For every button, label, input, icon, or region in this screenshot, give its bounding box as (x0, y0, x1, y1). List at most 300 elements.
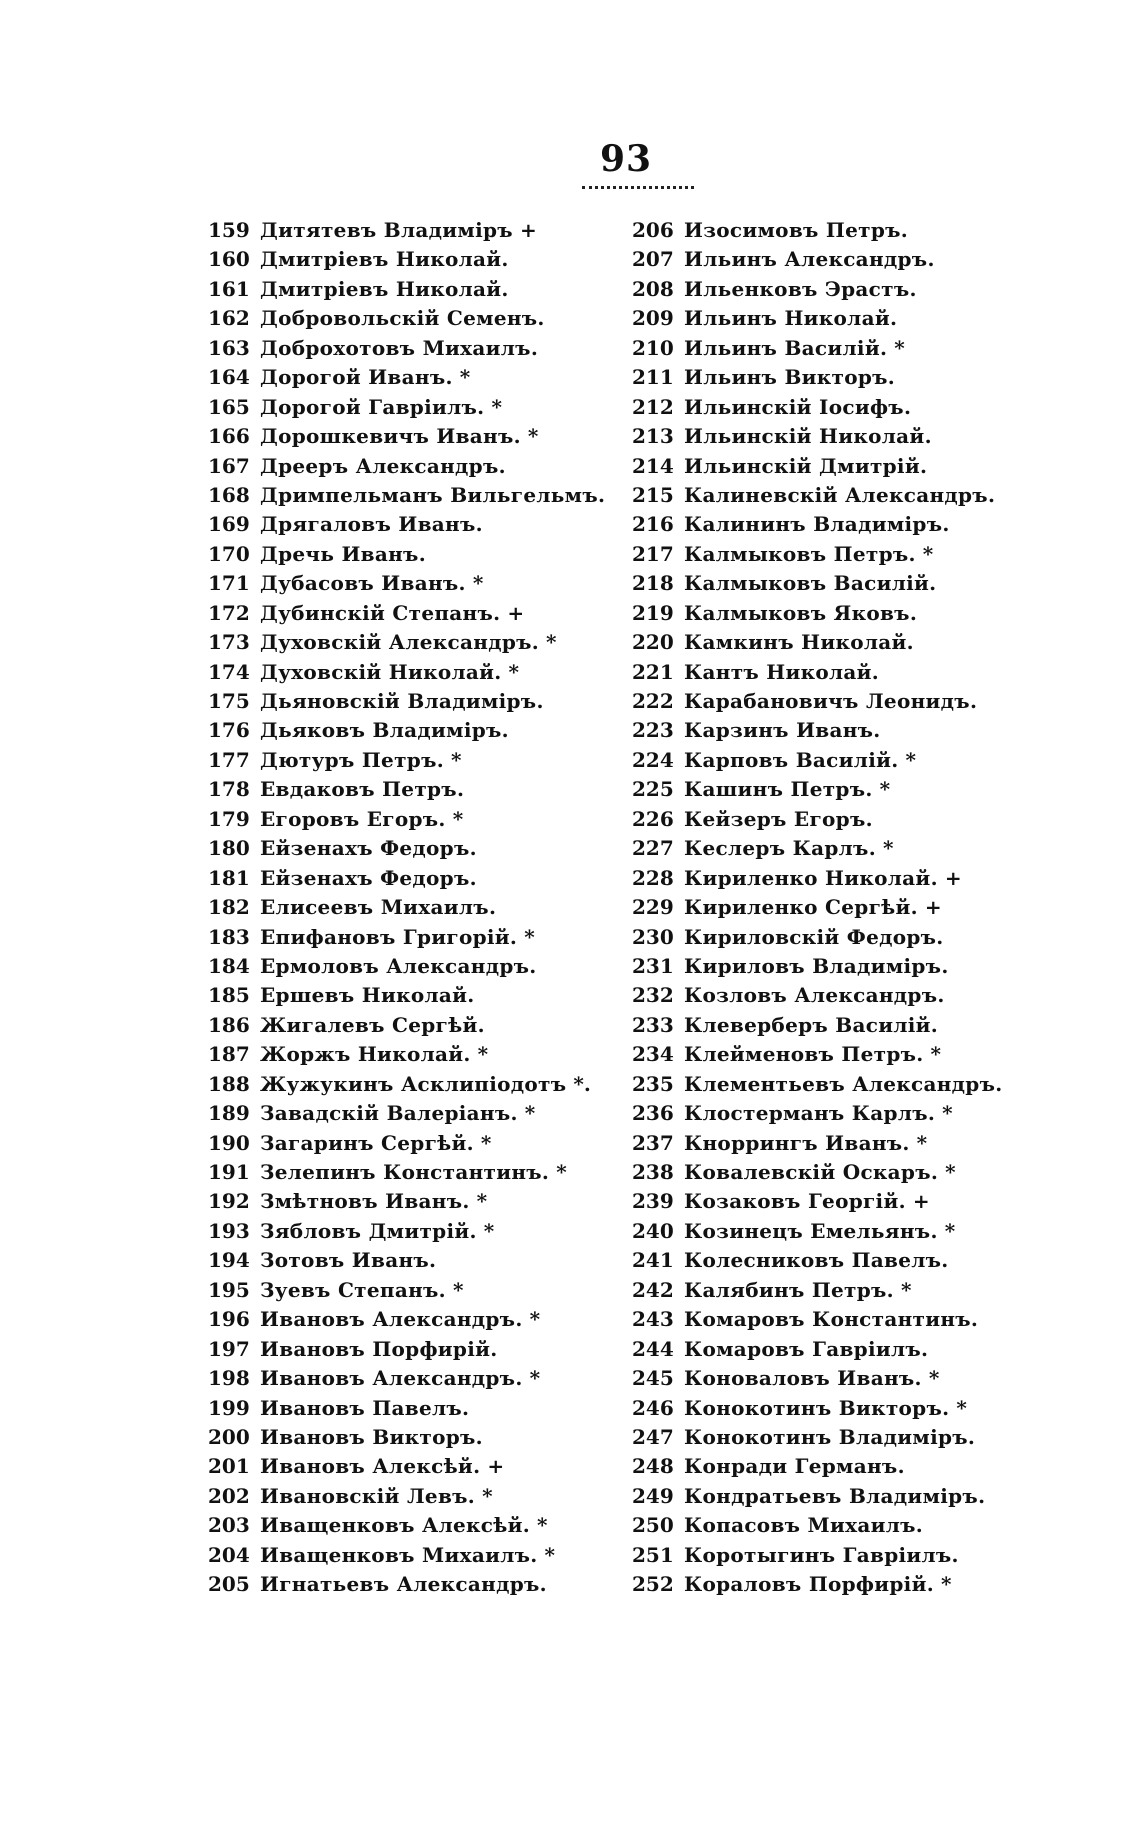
entry-number: 242 (632, 1277, 674, 1302)
entry-mark: * (459, 365, 471, 390)
entry-mark: * (922, 541, 934, 566)
entry-mark: * (882, 836, 894, 861)
list-item (208, 1570, 612, 1599)
entry-number: 168 (208, 482, 250, 507)
entry-number: 237 (632, 1130, 674, 1155)
entry-name: Дьяновскій Владиміръ. (260, 689, 544, 713)
entry-number: 221 (632, 659, 674, 684)
entry-name: Ильинъ Викторъ. (684, 365, 896, 390)
entry-number: 171 (208, 571, 250, 596)
entry-number: 229 (632, 895, 674, 920)
entry-number: 205 (208, 1572, 250, 1597)
entry-number: 224 (632, 747, 674, 772)
entry-number: 173 (208, 630, 250, 655)
entry-mark: * (450, 747, 462, 772)
entry-name: Камкинъ Николай. (684, 630, 914, 655)
list-item (208, 1423, 612, 1452)
entry-name: Копасовъ Михаилъ. (684, 1513, 924, 1538)
list-item (208, 1452, 612, 1481)
entry-name: Ивановъ Павелъ. (260, 1395, 470, 1420)
entry-number: 165 (208, 394, 250, 419)
entry-name: Карзинъ Иванъ. (684, 718, 881, 743)
entry-name: Иващенковъ Михаилъ. (260, 1542, 538, 1567)
entry-name: Жоржъ Николай. (260, 1042, 471, 1067)
list-item (208, 1246, 612, 1275)
entry-name: Духовскій Александръ. (260, 630, 540, 655)
entry-name: Кеслеръ Карлъ. (684, 836, 876, 861)
entry-name: Кириленко Сергѣй. (684, 895, 918, 920)
list-item (632, 363, 1010, 392)
entry-name: Егоровъ Егоръ. (260, 806, 446, 831)
entry-number: 172 (208, 600, 250, 625)
list-item (208, 599, 612, 628)
right-column-list (632, 216, 1010, 1600)
list-item (208, 775, 612, 804)
entry-name: Изосимовъ Петръ. (684, 218, 909, 242)
list-item (208, 275, 612, 304)
entry-number: 170 (208, 541, 250, 566)
list-item (208, 393, 612, 422)
list-item (208, 834, 612, 863)
entry-number: 174 (208, 659, 250, 684)
list-item (208, 1011, 612, 1040)
entry-name: Зябловъ Дмитрій. (260, 1218, 477, 1243)
list-item (632, 658, 1010, 687)
entry-name: Ильинскій Николай. (684, 424, 932, 449)
entry-name: Иващенковъ Алексѣй. (260, 1513, 531, 1538)
list-item (208, 952, 612, 981)
entry-name: Ковалевскій Оскаръ. (684, 1160, 939, 1184)
entry-mark: * (944, 1218, 956, 1243)
entry-number: 190 (208, 1130, 250, 1155)
entry-mark: * (452, 1277, 464, 1302)
entry-number: 164 (208, 365, 250, 390)
list-item (632, 1011, 1010, 1040)
entry-mark: * (476, 1189, 488, 1214)
entry-name: Дубасовъ Иванъ. (260, 571, 466, 596)
entry-number: 201 (208, 1454, 250, 1479)
entry-mark: * (480, 1130, 492, 1155)
list-item (632, 1099, 1010, 1128)
list-item (208, 1305, 612, 1334)
entry-mark: * (945, 1160, 956, 1184)
entry-number: 183 (208, 924, 250, 949)
entry-number: 228 (632, 865, 674, 890)
list-item (208, 893, 612, 922)
entry-name: Конради Германъ. (684, 1454, 905, 1479)
list-item (632, 981, 1010, 1010)
entry-name: Зелепинъ Константинъ. (260, 1160, 550, 1184)
entry-number: 187 (208, 1042, 250, 1067)
entry-name: Ильинскій Дмитрій. (684, 453, 928, 478)
list-item (208, 1099, 612, 1128)
entry-number: 169 (208, 512, 250, 537)
entry-number: 212 (632, 394, 674, 419)
entry-name: Конокотинъ Владиміръ. (684, 1424, 976, 1449)
list-item (208, 363, 612, 392)
entry-mark: * (482, 1483, 493, 1508)
entry-number: 247 (632, 1424, 674, 1449)
entry-name: Конокотинъ Викторъ. (684, 1395, 950, 1420)
entry-mark: * (483, 1218, 495, 1243)
list-item (632, 1070, 1010, 1099)
entry-name: Дитятевъ Владиміръ (260, 218, 513, 242)
list-item (208, 805, 612, 834)
entry-name: Дорошкевичъ Иванъ. (260, 424, 521, 449)
list-item (632, 1276, 1010, 1305)
list-item (208, 864, 612, 893)
list-item (632, 1040, 1010, 1069)
list-item (632, 275, 1010, 304)
entry-name: Калининъ Владиміръ. (684, 512, 950, 537)
entry-number: 240 (632, 1218, 674, 1243)
entry-number: 195 (208, 1277, 250, 1302)
list-item (208, 1511, 612, 1540)
entry-number: 194 (208, 1248, 250, 1273)
list-item (632, 540, 1010, 569)
entry-mark: * (452, 806, 464, 831)
entry-name: Дубинскій Степанъ. (260, 600, 501, 625)
entry-name: Дьяковъ Владиміръ. (260, 718, 509, 743)
entry-number: 216 (632, 512, 674, 537)
entry-number: 199 (208, 1395, 250, 1420)
entry-name: Евдаковъ Петръ. (260, 777, 465, 802)
list-item (208, 716, 612, 745)
entry-name: Карабановичъ Леонидъ. (684, 689, 978, 713)
entry-name: Епифановъ Григорій. (260, 924, 518, 949)
entry-number: 233 (632, 1012, 674, 1037)
entry-name: Клементьевъ Александръ. (684, 1071, 1003, 1096)
entry-mark: * (544, 1542, 556, 1567)
list-item (632, 1158, 1010, 1187)
list-item (632, 687, 1010, 716)
entry-name: Клостерманъ Карлъ. (684, 1101, 936, 1126)
entry-number: 214 (632, 453, 674, 478)
entry-number: 159 (208, 218, 250, 242)
entry-name: Калиневскій Александръ. (684, 482, 996, 507)
list-item (208, 510, 612, 539)
entry-number: 177 (208, 747, 250, 772)
list-item (632, 1246, 1010, 1275)
decorative-dotted-rule (582, 186, 694, 189)
entry-number: 243 (632, 1307, 674, 1332)
entry-name: Коротыгинъ Гавріилъ. (684, 1542, 959, 1567)
entry-number: 202 (208, 1483, 250, 1508)
list-item (208, 540, 612, 569)
list-item (632, 1364, 1010, 1393)
entry-name: Карповъ Василій. (684, 747, 899, 772)
entry-number: 213 (632, 424, 674, 449)
entry-number: 207 (632, 247, 674, 272)
entry-name: Кноррингъ Иванъ. (684, 1130, 910, 1155)
entry-name: Ивановъ Порфирій. (260, 1336, 498, 1361)
entry-mark: * (537, 1513, 548, 1538)
entry-number: 197 (208, 1336, 250, 1361)
entry-number: 225 (632, 777, 674, 802)
list-item (632, 216, 1010, 245)
entry-name: Кейзеръ Егоръ. (684, 806, 873, 831)
list-item (208, 422, 612, 451)
list-item (632, 569, 1010, 598)
entry-name: Добровольскій Семенъ. (260, 306, 545, 331)
list-item (632, 393, 1010, 422)
entry-name: Елисеевъ Михаилъ. (260, 895, 497, 920)
entry-number: 210 (632, 335, 674, 360)
entry-name: Кондратьевъ Владиміръ. (684, 1483, 986, 1508)
entry-number: 217 (632, 541, 674, 566)
entry-number: 178 (208, 777, 250, 802)
list-item (632, 1452, 1010, 1481)
entry-mark: * (956, 1395, 967, 1420)
entry-mark: * (900, 1277, 912, 1302)
list-item (632, 1187, 1010, 1216)
entry-name: Козаковъ Георгій. (684, 1189, 906, 1214)
list-item (208, 1541, 612, 1570)
list-item (208, 1070, 612, 1099)
list-item (208, 923, 612, 952)
entry-name: Доброхотовъ Михаилъ. (260, 335, 539, 360)
entry-mark: * (524, 924, 535, 949)
entry-name: Ивановъ Александръ. (260, 1307, 523, 1332)
list-item (632, 952, 1010, 981)
entry-mark: * (491, 394, 502, 419)
entry-mark: * (524, 1101, 536, 1126)
list-item (632, 893, 1010, 922)
list-item (632, 481, 1010, 510)
entry-name: Калябинъ Петръ. (684, 1277, 894, 1302)
entry-number: 184 (208, 953, 250, 978)
entry-number: 244 (632, 1336, 674, 1361)
entry-mark: + (487, 1454, 505, 1479)
list-item (632, 716, 1010, 745)
entry-number: 251 (632, 1542, 674, 1567)
entry-mark: * (529, 1366, 541, 1391)
entry-name: Ивановъ Алексѣй. (260, 1454, 481, 1479)
list-item (208, 981, 612, 1010)
entry-number: 176 (208, 718, 250, 743)
entry-name: Ейзенахъ Федоръ. (260, 836, 477, 861)
list-item (208, 452, 612, 481)
entry-number: 248 (632, 1454, 674, 1479)
entry-number: 180 (208, 836, 250, 861)
list-item (632, 334, 1010, 363)
list-item (208, 1364, 612, 1393)
list-item (208, 628, 612, 657)
entry-name: Кириловскій Федоръ. (684, 924, 944, 949)
entry-number: 246 (632, 1395, 674, 1420)
entry-mark: + (924, 895, 942, 920)
entry-name: Зотовъ Иванъ. (260, 1248, 437, 1273)
entry-name: Завадскій Валеріанъ. (260, 1101, 518, 1126)
entry-name: Козинецъ Емельянъ. (684, 1218, 938, 1243)
entry-name: Кашинъ Петръ. (684, 777, 873, 802)
entry-number: 182 (208, 895, 250, 920)
list-item (208, 1040, 612, 1069)
entry-name: Ивановъ Викторъ. (260, 1424, 483, 1449)
list-item (632, 1541, 1010, 1570)
list-item (208, 245, 612, 274)
list-item (632, 1423, 1010, 1452)
entry-name: Игнатьевъ Александръ. (260, 1572, 547, 1597)
entry-mark: * (928, 1366, 940, 1391)
entry-number: 203 (208, 1513, 250, 1538)
entry-number: 220 (632, 630, 674, 655)
entry-name: Клейменовъ Петръ. (684, 1042, 924, 1067)
entry-mark: * (529, 1307, 541, 1332)
entry-mark: * (940, 1572, 952, 1597)
entry-name: Духовскій Николай. (260, 659, 502, 684)
entry-name: Клеверберъ Василій. (684, 1012, 939, 1037)
entry-name: Дорогой Иванъ. (260, 365, 453, 390)
list-item (632, 628, 1010, 657)
entry-number: 189 (208, 1101, 250, 1126)
entry-name: Кораловъ Порфирій. (684, 1572, 934, 1597)
entry-name: Змѣтновъ Иванъ. (260, 1189, 470, 1214)
entry-name: Жужукинъ Асклипіодотъ (260, 1071, 567, 1096)
list-item (632, 1217, 1010, 1246)
entry-mark: + (519, 218, 537, 242)
entry-number: 211 (632, 365, 674, 390)
entry-number: 241 (632, 1248, 674, 1273)
entry-name: Ильинскій Іосифъ. (684, 394, 912, 419)
entry-number: 231 (632, 953, 674, 978)
entry-number: 238 (632, 1160, 674, 1184)
entry-name: Коноваловъ Иванъ. (684, 1366, 922, 1391)
list-item (632, 834, 1010, 863)
entry-number: 166 (208, 424, 250, 449)
entry-number: 226 (632, 806, 674, 831)
entry-number: 250 (632, 1513, 674, 1538)
entry-name: Ивановскій Левъ. (260, 1483, 476, 1508)
list-item (632, 510, 1010, 539)
entry-mark: * (546, 630, 557, 655)
list-item (208, 569, 612, 598)
list-item (208, 1276, 612, 1305)
entry-number: 167 (208, 453, 250, 478)
list-item (208, 1158, 612, 1187)
entry-mark: *. (573, 1071, 591, 1096)
entry-number: 188 (208, 1071, 250, 1096)
entry-mark: + (944, 865, 962, 890)
entry-number: 223 (632, 718, 674, 743)
list-item (632, 452, 1010, 481)
entry-name: Колесниковъ Павелъ. (684, 1248, 949, 1273)
list-item (632, 422, 1010, 451)
entry-mark: * (472, 571, 484, 596)
entry-number: 222 (632, 689, 674, 713)
entry-name: Комаровъ Гавріилъ. (684, 1336, 929, 1361)
entry-mark: + (912, 1189, 930, 1214)
entry-number: 200 (208, 1424, 250, 1449)
list-item (208, 1129, 612, 1158)
entry-name: Калмыковъ Василій. (684, 571, 937, 596)
entry-number: 192 (208, 1189, 250, 1214)
list-item (632, 805, 1010, 834)
entry-number: 208 (632, 276, 674, 301)
list-item (632, 304, 1010, 333)
entry-name: Зуевъ Степанъ. (260, 1277, 446, 1302)
entry-name: Дримпельманъ Вильгельмъ. (260, 482, 606, 507)
entry-name: Ильинъ Александръ. (684, 247, 935, 272)
list-item (208, 481, 612, 510)
entry-name: Жигалевъ Сергѣй. (260, 1012, 485, 1037)
entry-number: 236 (632, 1101, 674, 1126)
entry-number: 245 (632, 1366, 674, 1391)
entry-number: 232 (632, 983, 674, 1008)
entry-mark: * (894, 335, 905, 360)
entry-number: 206 (632, 218, 674, 242)
entry-mark: + (507, 600, 525, 625)
entry-number: 235 (632, 1071, 674, 1096)
list-item (632, 775, 1010, 804)
entry-number: 198 (208, 1366, 250, 1391)
entry-name: Ильенковъ Эрастъ. (684, 276, 917, 301)
list-item (208, 1482, 612, 1511)
page-number: 93 (600, 138, 653, 180)
entry-number: 191 (208, 1160, 250, 1184)
list-item (632, 1394, 1010, 1423)
entry-number: 230 (632, 924, 674, 949)
list-item (208, 1187, 612, 1216)
entry-mark: * (879, 777, 891, 802)
list-item (632, 245, 1010, 274)
entry-mark: * (942, 1101, 953, 1126)
list-item (632, 1511, 1010, 1540)
list-item (632, 1129, 1010, 1158)
list-item (632, 1335, 1010, 1364)
entry-mark: * (905, 747, 916, 772)
entry-number: 209 (632, 306, 674, 331)
entry-number: 234 (632, 1042, 674, 1067)
entry-number: 252 (632, 1572, 674, 1597)
list-item (632, 746, 1010, 775)
entry-name: Дрееръ Александръ. (260, 453, 506, 478)
entry-number: 161 (208, 276, 250, 301)
list-item (632, 599, 1010, 628)
entry-number: 193 (208, 1218, 250, 1243)
list-item (632, 1570, 1010, 1599)
entry-number: 162 (208, 306, 250, 331)
entry-number: 218 (632, 571, 674, 596)
entry-name: Дютуръ Петръ. (260, 747, 444, 772)
list-item (632, 1305, 1010, 1334)
entry-name: Ильинъ Николай. (684, 306, 898, 331)
entry-name: Ивановъ Александръ. (260, 1366, 523, 1391)
entry-mark: * (508, 659, 520, 684)
entry-name: Кириленко Николай. (684, 865, 938, 890)
entry-mark: * (527, 424, 539, 449)
entry-name: Козловъ Александръ. (684, 983, 945, 1008)
list-item (632, 864, 1010, 893)
entry-number: 185 (208, 983, 250, 1008)
entry-mark: * (556, 1160, 567, 1184)
entry-name: Дрягаловъ Иванъ. (260, 512, 483, 537)
list-item (208, 216, 612, 245)
entry-number: 163 (208, 335, 250, 360)
list-item (208, 304, 612, 333)
list-item (208, 658, 612, 687)
list-item (208, 687, 612, 716)
entry-name: Ермоловъ Александръ. (260, 953, 537, 978)
entry-number: 215 (632, 482, 674, 507)
list-item (208, 746, 612, 775)
entry-mark: * (930, 1042, 941, 1067)
list-item (208, 1335, 612, 1364)
entry-mark: * (916, 1130, 928, 1155)
entry-number: 181 (208, 865, 250, 890)
entry-name: Загаринъ Сергѣй. (260, 1130, 474, 1155)
entry-number: 239 (632, 1189, 674, 1214)
